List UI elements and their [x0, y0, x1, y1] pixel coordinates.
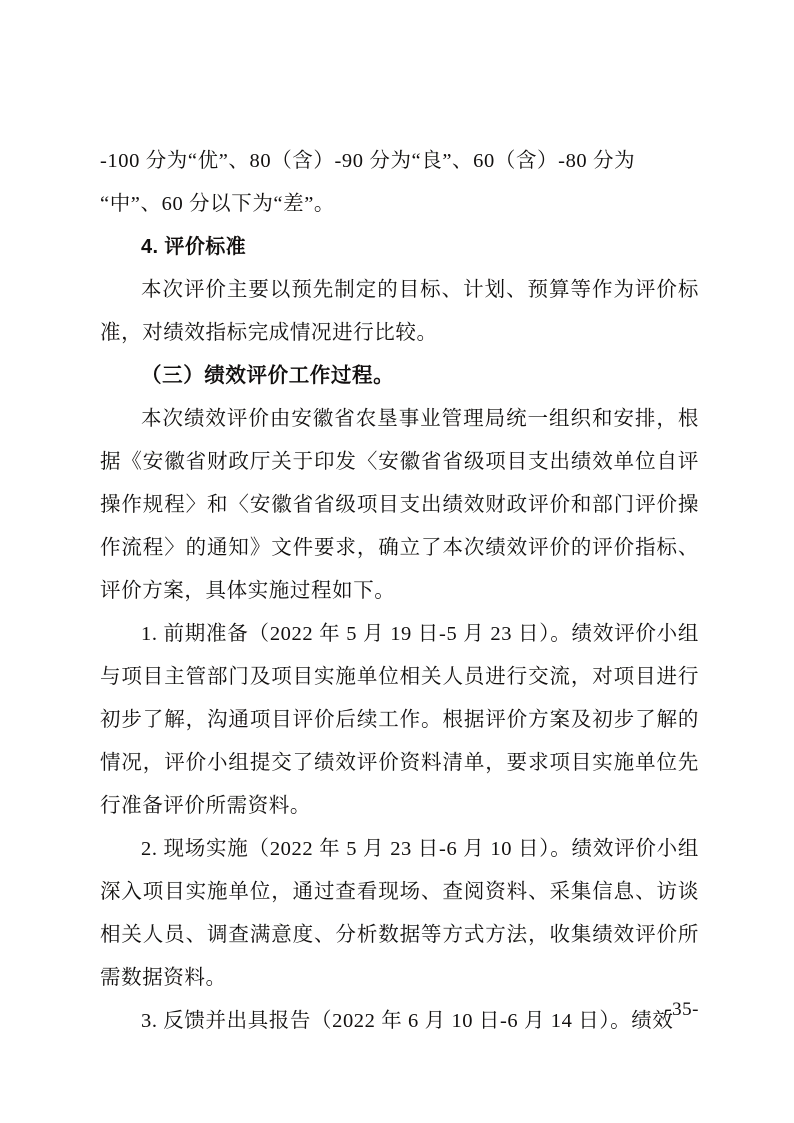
paragraph-score-ranges-line1: -100 分为“优”、80（含）-90 分为“良”、60（含）-80 分为 — [100, 150, 636, 172]
paragraph-step-2-onsite: 2. 现场实施（2022 年 5 月 23 日-6 月 10 日）。绩效评价小组深入项目实施单位，通过查看现场、查阅资料、采集信息、访谈相关人员、调查满意度、分析数据等方式方法，收集绩效评价所需数据资料。 — [100, 838, 699, 989]
paragraph-step-3-report: 3. 反馈并出具报告（2022 年 6 月 10 日-6 月 14 日）。绩效 — [141, 1010, 674, 1032]
paragraph-evaluation-criteria-body: 本次评价主要以预先制定的目标、计划、预算等作为评价标准，对绩效指标完成情况进行比较。 — [100, 279, 699, 344]
heading-evaluation-criteria: 4. 评价标准 — [141, 236, 247, 258]
paragraph-step-1-preparation: 1. 前期准备（2022 年 5 月 19 日-5 月 23 日）。绩效评价小组与项目主管部门及项目实施单位相关人员进行交流，对项目进行初步了解，沟通项目评价后续工作。根据评价方案及初步了解的情况，评价小组提交了绩效评价资料清单，要求项目实施单位先行准备评价所需资料。 — [100, 623, 699, 817]
heading-performance-evaluation-process: （三）绩效评价工作过程。 — [141, 365, 395, 387]
paragraph-score-ranges-line2: “中”、60 分以下为“差”。 — [100, 193, 336, 215]
paragraph-organization-basis: 本次绩效评价由安徽省农垦事业管理局统一组织和安排，根据《安徽省财政厅关于印发〈安徽省省级项目支出绩效单位自评操作规程〉和〈安徽省省级项目支出绩效财政评价和部门评价操作流程〉的通知》文件要求，确立了本次绩效评价的评价指标、评价方案，具体实施过程如下。 — [100, 408, 699, 602]
page-number: -35- — [665, 999, 699, 1020]
document-body — [100, 140, 699, 1043]
